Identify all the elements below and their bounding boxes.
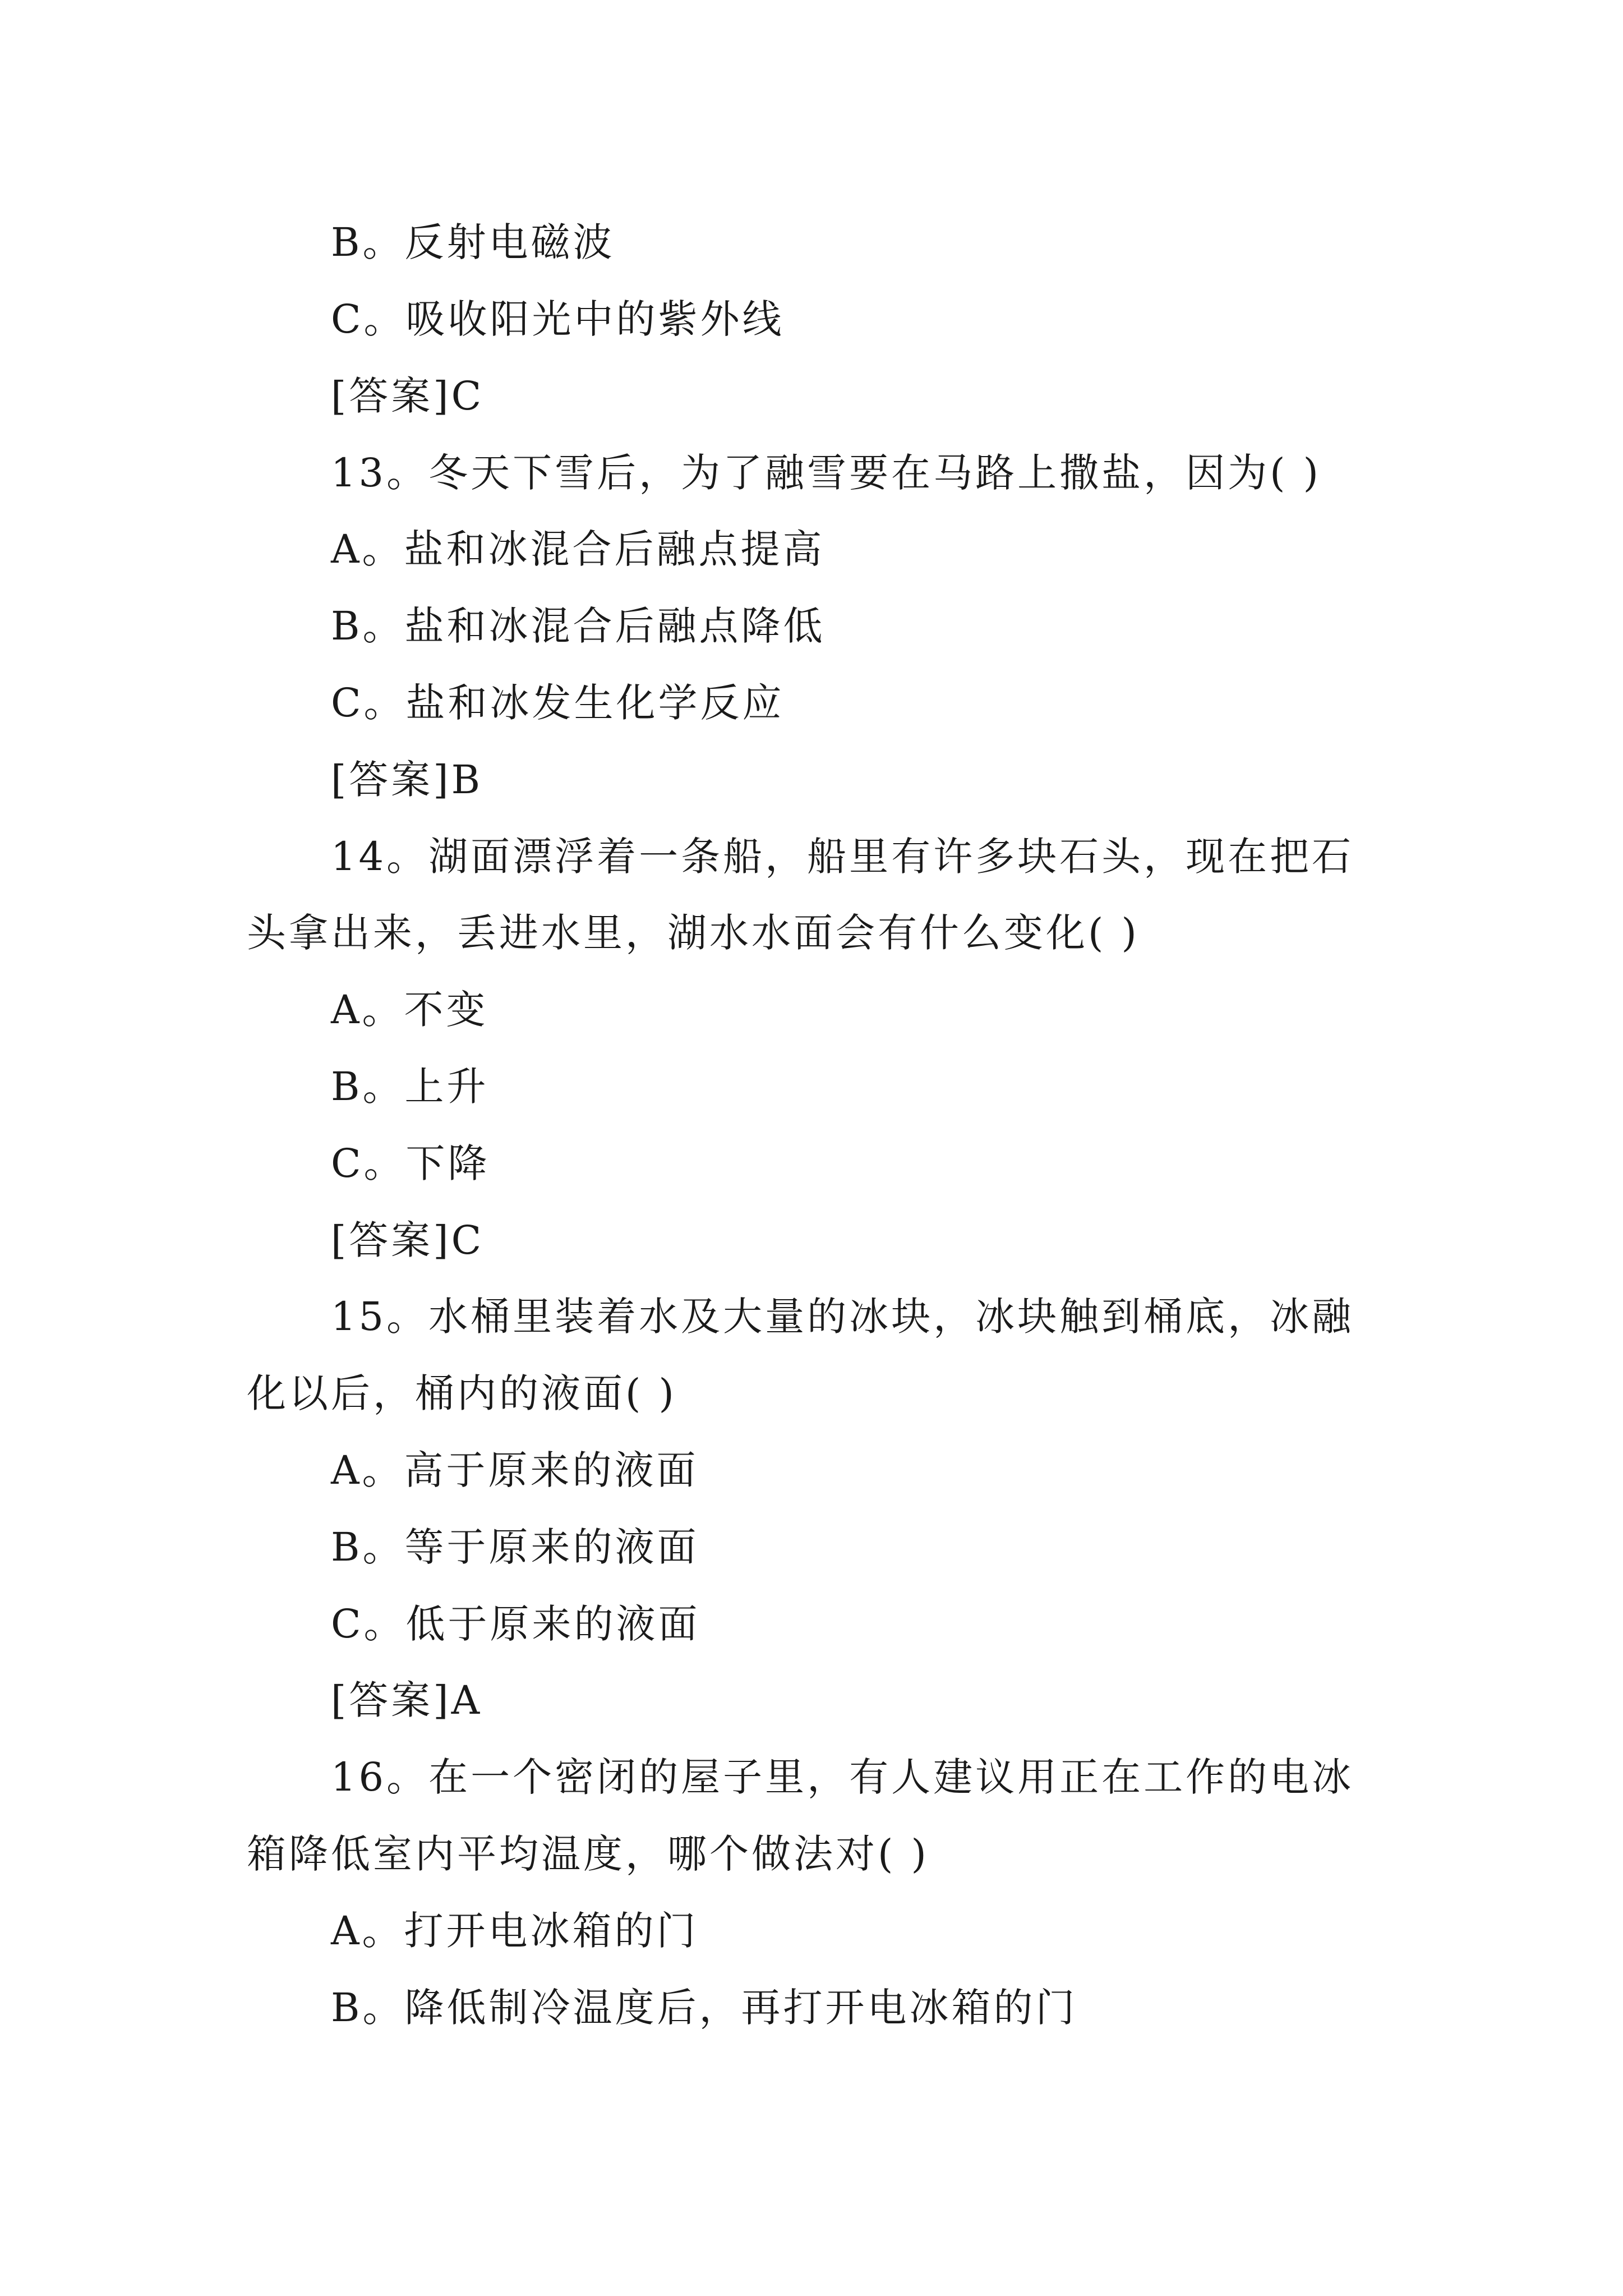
option-14c: C。下降 [331, 1140, 490, 1186]
question-13: 13。冬天下雪后，为了融雪要在马路上撒盐，因为( ) [331, 450, 1321, 496]
answer-14: [答案]C [331, 1217, 485, 1263]
option-15a: A。高于原来的液面 [331, 1447, 699, 1493]
option-13c: C。盐和冰发生化学反应 [331, 680, 785, 726]
option-12c: C。吸收阳光中的紫外线 [331, 296, 785, 342]
question-15-line-2: 化以后，桶内的液面( ) [247, 1370, 677, 1416]
option-15c: C。低于原来的液面 [331, 1601, 700, 1647]
question-16-line-1: 16。在一个密闭的屋子里，有人建议用正在工作的电冰 [331, 1754, 1354, 1800]
question-15-line-1: 15。水桶里装着水及大量的冰块，冰块触到桶底，冰融 [331, 1294, 1354, 1340]
question-14-line-1: 14。湖面漂浮着一条船，船里有许多块石头，现在把石 [331, 834, 1354, 880]
question-16-line-2: 箱降低室内平均温度，哪个做法对( ) [247, 1831, 929, 1877]
answer-13: [答案]B [331, 757, 483, 803]
option-13b: B。盐和冰混合后融点降低 [331, 603, 826, 649]
option-14b: B。上升 [331, 1064, 489, 1110]
option-12b: B。反射电磁波 [331, 219, 615, 265]
option-16a: A。打开电冰箱的门 [331, 1908, 699, 1954]
option-14a: A。不变 [331, 987, 488, 1033]
question-14-line-2: 头拿出来，丢进水里，湖水水面会有什么变化( ) [247, 910, 1140, 956]
option-13a: A。盐和冰混合后融点提高 [331, 526, 825, 572]
answer-12: [答案]C [331, 373, 485, 419]
answer-15: [答案]A [331, 1677, 483, 1723]
option-15b: B。等于原来的液面 [331, 1524, 699, 1570]
option-16b: B。降低制冷温度后，再打开电冰箱的门 [331, 1985, 1078, 2031]
